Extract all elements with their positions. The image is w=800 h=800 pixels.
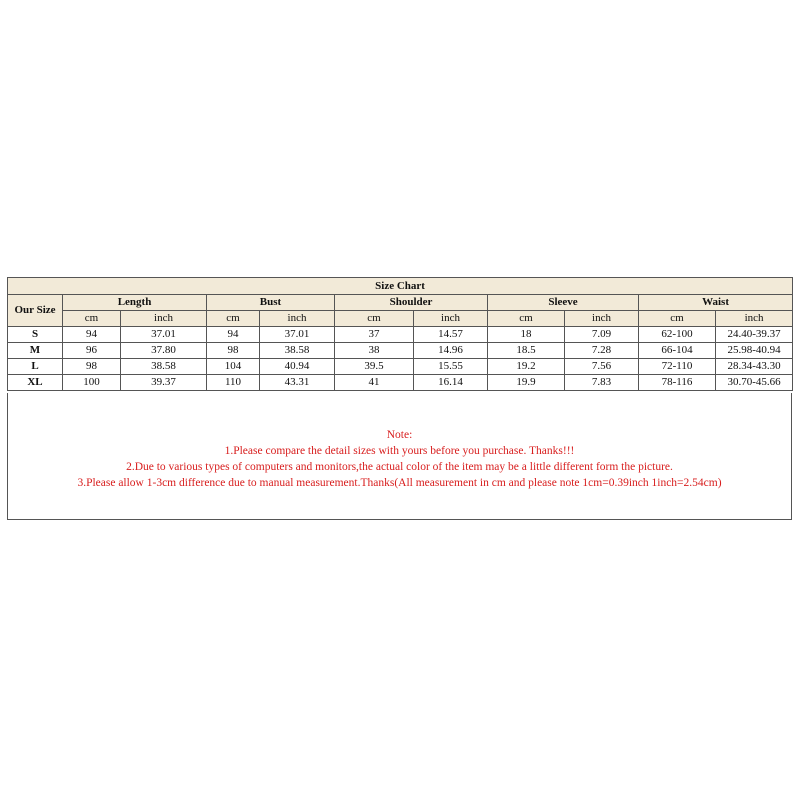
table-cell: 78-116 [639,375,716,391]
table-row [8,343,793,359]
group-header-shoulder: Shoulder [335,295,488,311]
table-cell: 7.56 [565,359,639,375]
table-cell: 62-100 [639,327,716,343]
unit-header-sleeve-cm: cm [488,311,565,327]
note-box [7,393,792,520]
table-cell: 14.96 [414,343,488,359]
table-cell: 14.57 [414,327,488,343]
table-cell: 37.80 [121,343,207,359]
table-cell: 37.01 [121,327,207,343]
size-label: M [8,343,63,359]
table-cell: 96 [63,343,121,359]
group-header-sleeve: Sleeve [488,295,639,311]
table-cell: 18 [488,327,565,343]
unit-header-row [8,311,793,327]
chart-title: Size Chart [8,278,793,295]
unit-header-waist-cm: cm [639,311,716,327]
table-cell: 100 [63,375,121,391]
group-header-bust: Bust [207,295,335,311]
unit-header-shoulder-cm: cm [335,311,414,327]
table-cell: 40.94 [260,359,335,375]
table-cell: 41 [335,375,414,391]
unit-header-bust-cm: cm [207,311,260,327]
table-cell: 38.58 [121,359,207,375]
table-row [8,375,793,391]
table-cell: 7.28 [565,343,639,359]
size-chart-body [8,327,793,391]
size-label: S [8,327,63,343]
table-cell: 7.83 [565,375,639,391]
table-cell: 39.37 [121,375,207,391]
table-cell: 94 [207,327,260,343]
size-column-header: Our Size [8,295,63,327]
group-header-waist: Waist [639,295,793,311]
group-header-row [8,295,793,311]
unit-header-length-cm: cm [63,311,121,327]
table-cell: 16.14 [414,375,488,391]
table-row [8,359,793,375]
table-cell: 72-110 [639,359,716,375]
unit-header-waist-inch: inch [716,311,793,327]
size-chart-table [7,277,793,391]
unit-header-bust-inch: inch [260,311,335,327]
table-cell: 66-104 [639,343,716,359]
unit-header-length-inch: inch [121,311,207,327]
table-cell: 38 [335,343,414,359]
table-cell: 39.5 [335,359,414,375]
table-cell: 110 [207,375,260,391]
table-row [8,327,793,343]
size-label: L [8,359,63,375]
group-header-length: Length [63,295,207,311]
table-cell: 37 [335,327,414,343]
table-cell: 98 [207,343,260,359]
table-cell: 43.31 [260,375,335,391]
title-row [8,278,793,295]
note-line-1: 1.Please compare the detail sizes with yours before you purchase. Thanks!!! [224,445,575,457]
size-label: XL [8,375,63,391]
table-cell: 19.9 [488,375,565,391]
table-cell: 19.2 [488,359,565,375]
table-cell: 30.70-45.66 [716,375,793,391]
note-line-3: 3.Please allow 1-3cm difference due to manual measurement.Thanks(All measurement in cm and please note 1cm=0.39inch 1inch=2.54cm) [77,477,722,489]
table-cell: 94 [63,327,121,343]
table-cell: 38.58 [260,343,335,359]
unit-header-sleeve-inch: inch [565,311,639,327]
table-cell: 98 [63,359,121,375]
table-cell: 18.5 [488,343,565,359]
note-line-2: 2.Due to various types of computers and monitors,the actual color of the item may be a little different form the picture. [126,461,673,473]
table-cell: 104 [207,359,260,375]
note-title: Note: [386,429,413,441]
table-cell: 24.40-39.37 [716,327,793,343]
table-cell: 15.55 [414,359,488,375]
table-cell: 25.98-40.94 [716,343,793,359]
table-cell: 7.09 [565,327,639,343]
unit-header-shoulder-inch: inch [414,311,488,327]
table-cell: 37.01 [260,327,335,343]
table-cell: 28.34-43.30 [716,359,793,375]
